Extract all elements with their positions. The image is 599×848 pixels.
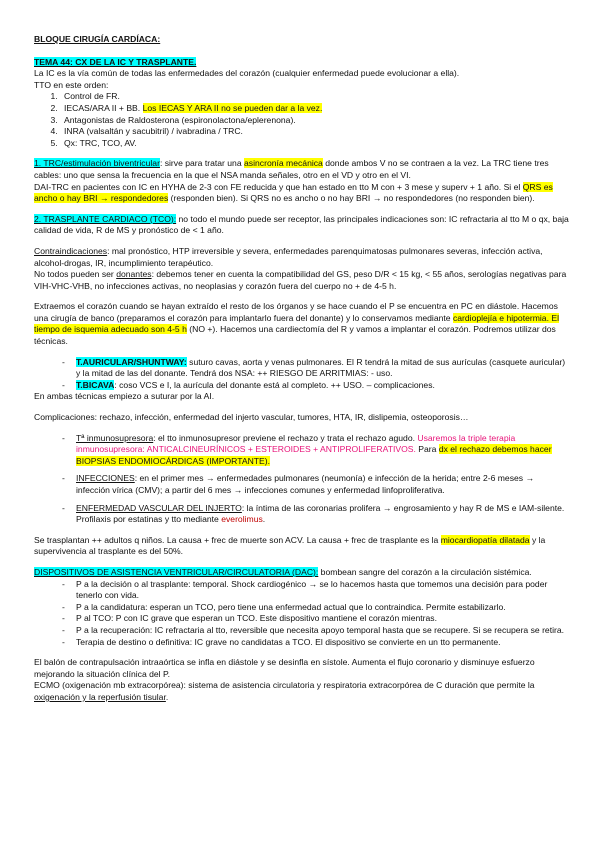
immuno-label: Tª inmunosupresora bbox=[76, 432, 154, 443]
both-techniques-note: En ambas técnicas empiezo a suturar por la AI. bbox=[34, 391, 215, 402]
technique-label: T.AURICULAR/SHUNTWAY: bbox=[76, 356, 187, 367]
highlight-asincronia: asincronía mecánica bbox=[244, 158, 323, 169]
ecmo-paragraph: ECMO (oxigenación mb extracorpórea): sistema de asistencia circulatoria y respiratoria extracorpórea de C duración que permite la oxigenación y la reperfusión tisular. bbox=[34, 680, 535, 702]
highlight-miocardiopatia: miocardiopatía dilatada bbox=[440, 534, 530, 545]
triple-therapy-text: Usaremos la triple terapia inmunosupresora: ANTICALCINEURÍNICOS + ESTEROIDES + ANTIPROLIFERATIVOS. bbox=[76, 432, 516, 455]
trc-heading: 1. TRC/estimulación biventricular bbox=[34, 158, 160, 169]
vascular-label: ENFERMEDAD VASCULAR DEL INJERTO bbox=[76, 502, 242, 513]
complication-item: - ENFERMEDAD VASCULAR DEL INJERTO: la íntima de las coronarias prolifera → engrosamiento y hay R de MS e IAM-silente. Profilaxis por estatinas y tto mediante everolimus. bbox=[62, 503, 569, 526]
technique-item: - T.BICAVA: coso VCS e I, la aurícula del donante está al completo. ++ USO. – complicaciones. bbox=[62, 380, 569, 392]
dac-item: - Terapia de destino o definitiva: IC grave no candidatas a TCO. El dispositivo se convierte en un tto permanente. bbox=[62, 637, 569, 649]
tco-paragraph: 2. TRASPLANTE CARDIACO (TCO): no todo el mundo puede ser receptor, las principales indicaciones son: IC refractaria al tto M o qx, baja calidad de vida, R de MS y pronóstico de < 1 año. bbox=[34, 213, 569, 236]
complication-item: - Tª inmunosupresora: el tto inmunosupresor previene el rechazo y trata el rechazo agudo. Usaremos la triple terapia inmunosupresora: ANTICALCINEURÍNICOS + ESTEROIDES + ANTIPROLIFERATIVOS. Para dx el rechazo debemos hacer BIOPSIAS ENDOMIOCÁRDICAS (IMPORTANTE). bbox=[62, 433, 569, 468]
highlight-biopsias: dx el rechazo debemos hacer BIOPSIAS ENDOMIOCÁRDICAS (IMPORTANTE). bbox=[76, 444, 552, 466]
dac-item: - P al TCO: P con IC grave que esperan un TCO. Este dispositivo mantiene el corazón mientras. bbox=[62, 613, 569, 625]
techniques-list bbox=[34, 357, 569, 392]
order-item: 5. Qx: TRC, TCO, AV. bbox=[60, 138, 569, 150]
order-item: 2. IECAS/ARA II + BB. Los IECAS Y ARA II no se pueden dar a la vez. bbox=[60, 103, 569, 115]
order-label: TTO en este orden: bbox=[34, 79, 109, 90]
dai-trc-paragraph: DAI-TRC en pacientes con IC en HYHA de 2-3 con FE reducida y que han estado en tto M con + 3 mese y superv + 1 año. Si el QRS es ancho o hay BRI → respondedores (responden bien). Si QRS no es ancho o no hay BRI → no respondedores (no responden bien). bbox=[34, 181, 553, 204]
dac-item: - P a la recuperación: IC refractaria al tto, reversible que necesita apoyo temporal hasta que se recupere. Si se recupera se retira. bbox=[62, 625, 569, 637]
order-item: 1. Control de FR. bbox=[60, 91, 569, 103]
order-item: 3. Antagonistas de Raldosterona (espironolactona/eplerenona). bbox=[60, 115, 569, 127]
topic-title bbox=[34, 57, 569, 69]
trc-paragraph: 1. TRC/estimulación biventricular: sirve para tratar una asincronía mecánica donde ambos V no se contraen a la vez. La TRC tiene tres cables: uno que sensa la frecuencia en la que el NSA manda señales, otro en el VD y otro en el VI. bbox=[34, 158, 549, 180]
technique-item: - T.AURICULAR/SHUNTWAY: suturo cavas, aorta y venas pulmonares. El R tendrá la mitad de sus aurículas (casquete auricular) y la mitad de las del donante. Tendrá dos NSA: ++ RIESGO DE ARRITMIAS: - uso. bbox=[62, 357, 569, 380]
highlight-iecas: Los IECAS Y ARA II no se pueden dar a la vez. bbox=[142, 102, 323, 113]
technique-label: T.BICAVA bbox=[76, 379, 115, 390]
highlight-cardioplejia: cardioplejía e hipotermia. El tiempo de isquemia adecuado son 4-5 h bbox=[34, 312, 559, 335]
complications-paragraph: Complicaciones: rechazo, infección, enfermedad del injerto vascular, tumores, HTA, IR, dislipemia, osteoporosis… bbox=[34, 412, 469, 423]
dac-item: - P a la candidatura: esperan un TCO, pero tiene una enfermedad actual que lo contraindica. Permite estabilizarlo. bbox=[62, 602, 569, 614]
ecmo-underlined-text: oxigenación y la reperfusión tisular bbox=[34, 691, 166, 702]
document-title: BLOQUE CIRUGÍA CARDÍACA: bbox=[34, 34, 161, 44]
dac-heading: DISPOSITIVOS DE ASISTENCIA VENTRICULAR/CIRCULATORIA (DAC): bbox=[34, 566, 319, 577]
complication-item: - INFECCIONES: en el primer mes → enfermedades pulmonares (neumonía) e infección de la herida; entre 2-6 meses → infección vírica (CMV); a partir del 6 mes → infecciones comunes y enfermedad linfoproliferativa. bbox=[62, 473, 569, 496]
complications-list bbox=[34, 433, 569, 526]
dac-paragraph: DISPOSITIVOS DE ASISTENCIA VENTRICULAR/CIRCULATORIA (DAC): bombean sangre del corazón a la circulación sistémica. bbox=[34, 566, 532, 577]
balloon-paragraph: El balón de contrapulsación intraaórtica se infla en diástole y se desinfla en sístole. Aumenta el flujo coronario y disminuye esfuerzo mejorando la situación clínica del P. bbox=[34, 657, 535, 679]
donors-label: donantes bbox=[116, 269, 152, 280]
dac-list bbox=[34, 579, 569, 649]
donors-paragraph: No todos pueden ser donantes: debemos tener en cuenta la compatibilidad del GS, peso D/R < 15 kg, < 55 años, serologías negativas para VIH-VHC-VHB, no infecciones activas, no neoplasias y corazón fuera del cuerpo no + de 4-5 h. bbox=[34, 269, 567, 291]
highlight-qrs: QRS es ancho o hay BRI → respondedores bbox=[34, 181, 553, 204]
everolimus-text: everolimus bbox=[221, 514, 263, 525]
extraction-paragraph: Extraemos el corazón cuando se hayan extraído el resto de los órganos y se hace cuando el P se encuentra en PC en diástole. Hacemos una cirugía de banco (preparamos el corazón para implantarlo fuera del donante) y lo conservamos mediante cardioplejía e hipotermia. El tiempo de isquemia adecuado son 4-5 h (NO +). Hacemos una cardiectomía del R y vamos a implantar el corazón. Podremos utilizar dos técnicas. bbox=[34, 301, 559, 347]
tco-heading: 2. TRASPLANTE CARDIACO (TCO): bbox=[34, 213, 177, 224]
dac-item: - P a la decisión o al trasplante: temporal. Shock cardiogénico → se lo hacemos hasta que tomemos una decisión para poder tenerlo con vida. bbox=[62, 579, 569, 602]
intro-paragraph: La IC es la vía común de todas las enfermedades del corazón (cualquier enfermedad puede evolucionar a ella). bbox=[34, 68, 460, 79]
order-item: 4. INRA (valsaltán y sacubitril) / ivabradina / TRC. bbox=[60, 126, 569, 138]
contraindications-paragraph: Contraindicaciones: mal pronóstico, HTP irreversible y severa, enfermedades parenquimatosas pulmonares severas, infección activa, alcohol-drogas, IR, incumplimiento terapéutico. bbox=[34, 245, 543, 268]
treatment-order-list bbox=[34, 91, 569, 149]
infections-label: INFECCIONES bbox=[76, 473, 135, 484]
topic-title-text: TEMA 44: CX DE LA IC Y TRASPLANTE. bbox=[34, 56, 197, 67]
transplant-paragraph: Se trasplantan ++ adultos q niños. La causa + frec de muerte son ACV. La causa + frec de trasplante es la miocardiopatía dilatada y la supervivencia al trasplante es del 50%. bbox=[34, 534, 546, 557]
contraindications-label: Contraindicaciones bbox=[34, 245, 108, 256]
